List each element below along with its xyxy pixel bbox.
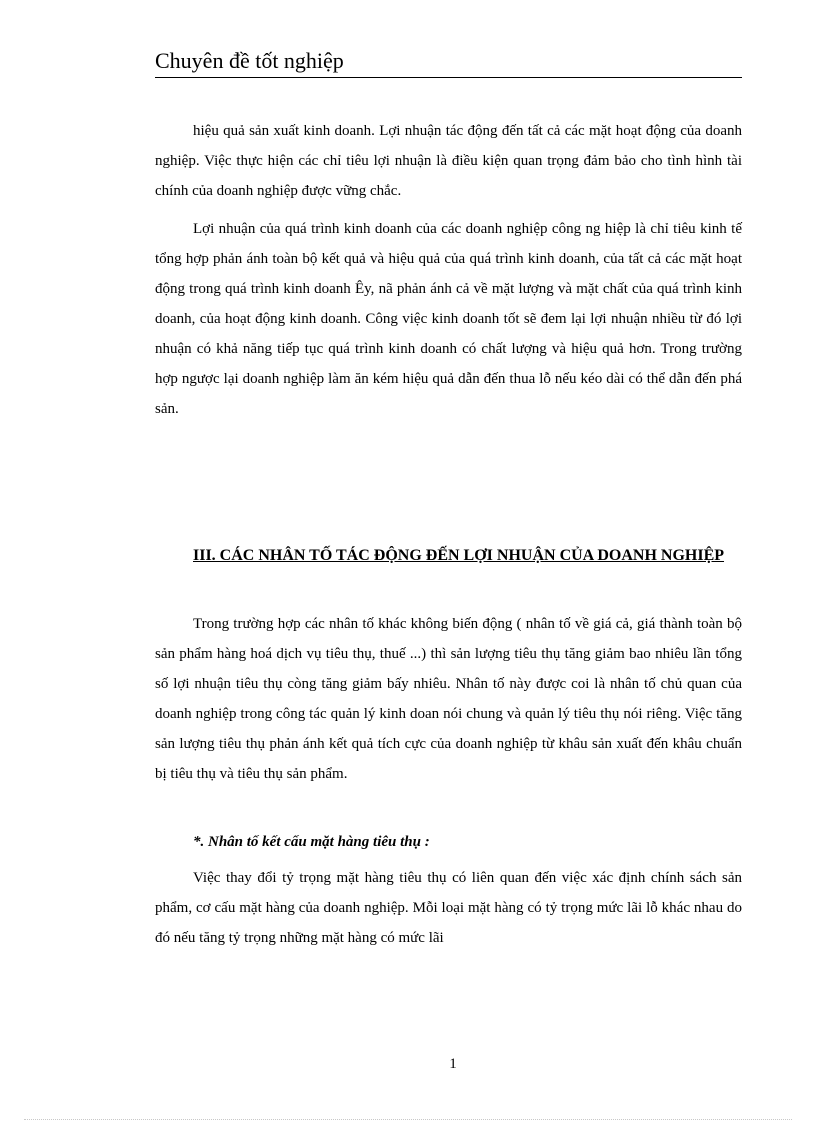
body-paragraph: Trong trường hợp các nhân tố khác không biến động ( nhân tố về giá cả, giá thành toàn bộ sản phẩm hàng hoá dịch vụ tiêu thụ, thuế ...) thì sản lượng tiêu thụ tăng giảm bao nhiêu lần tổng số lợi nhuận tiêu thụ còng tăng giảm bấy nhiêu. Nhân tố này được coi là nhân tố chủ quan của doanh nghiệp trong công tác quản lý kinh doan nói chung và quản lý tiêu thụ nói riêng. Việc tăng sản lượng tiêu thụ phản ánh kết quả tích cực của doanh nghiệp từ khâu sản xuất đến khâu chuẩn bị tiêu thụ và tiêu thụ sản phẩm. [155, 616, 742, 782]
body-paragraph: Lợi nhuận của quá trình kinh doanh của các doanh nghiệp công ng hiệp là chỉ tiêu kinh tế tổng hợp phản ánh toàn bộ kết quả và hiệu quả của quá trình kinh doanh, của tất cả các mặt hoạt động trong quá trình kinh doanh Êy, nã phản ánh cả về mặt lượng và mặt chất của quá trình kinh doanh, của hoạt động kinh doanh. Công việc kinh doanh tốt sẽ đem lại lợi nhuận nhiều từ đó lợi nhuận có khả năng tiếp tục quá trình kinh doanh có chất lượng và hiệu quả hơn. Trong trường hợp ngược lại doanh nghiệp làm ăn kém hiệu quả dẫn đến thua lỗ nếu kéo dài có thể dẫn đến phá sản. [155, 221, 742, 417]
page-number: 1 [449, 1056, 457, 1072]
body-paragraph: hiệu quả sản xuất kinh doanh. Lợi nhuận tác động đến tất cả các mặt hoạt động của doanh nghiệp. Việc thực hiện các chỉ tiêu lợi nhuận là điều kiện quan trọng đảm bảo cho tình hình tài chính của doanh nghiệp được vững chắc. [155, 123, 742, 199]
page-bottom-divider [24, 1119, 792, 1120]
section-heading: III. CÁC NHÂN TỐ TÁC ĐỘNG ĐẾN LỢI NHUẬN CỦA DOANH NGHIỆP [193, 547, 725, 564]
header-divider [155, 77, 742, 78]
body-paragraph: Việc thay đổi tỷ trọng mặt hàng tiêu thụ có liên quan đến việc xác định chính sách sản phẩm, cơ cấu mặt hàng của doanh nghiệp. Mỗi loại mặt hàng có tỷ trọng mức lãi lỗ khác nhau do đó nếu tăng tỷ trọng những mặt hàng có mức lãi [155, 870, 742, 946]
page-header-title: Chuyên đề tốt nghiệp [155, 48, 344, 73]
subsection-heading: *. Nhân tố kết cấu mặt hàng tiêu thụ : [193, 834, 430, 850]
